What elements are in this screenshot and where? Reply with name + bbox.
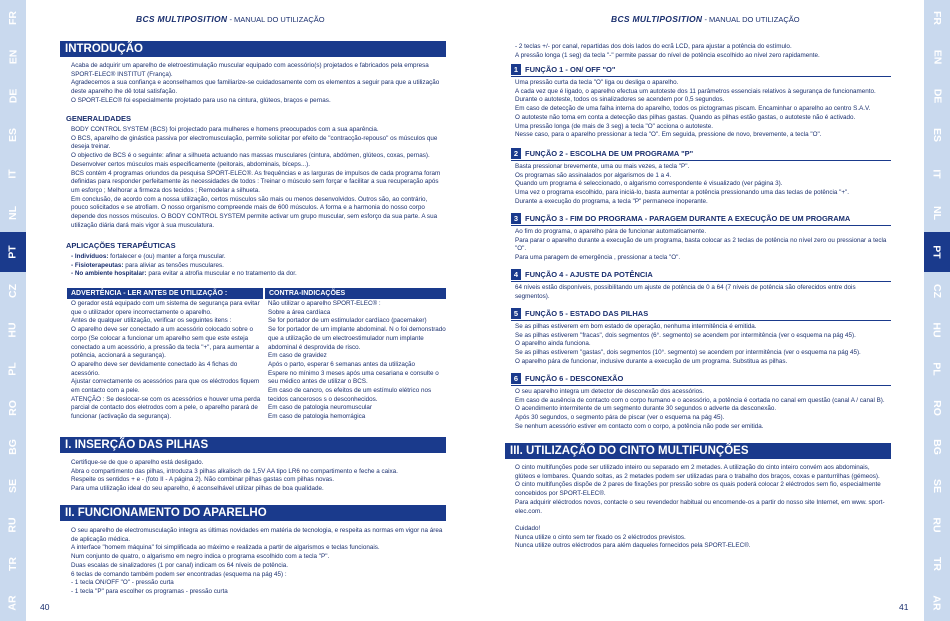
lang-tab-pl[interactable]: PL [930, 362, 943, 376]
paragraph: Durante o autoteste, todos os sinalizadores se acendem por 0,5 segundos. [515, 96, 725, 104]
page-number: 40 [40, 602, 50, 612]
lang-tab-ro[interactable]: RO [931, 400, 943, 416]
lang-tab-fr[interactable]: FR [7, 11, 19, 25]
paragraph: O SPORT-ELEC® foi especialmente projetado para uso na cintura, glúteos, braços e pernas. [71, 96, 331, 104]
paragraph: O cinto multifunções pode ser utilizado inteiro ou separado em 2 metades. A utilização do cinto inteiro convém aos abdominais, glúteos e lombares. Quando soltas, as 2 metades podem ser utilizadas para o trabalho dos braços, coxas e panturrilhas (gémeos). [515, 464, 880, 480]
paragraph: Para adquirir eléctrodos novos, contacte o seu revendedor habitual ou encomende-os a partir do nosso site Internet, em www. sport-elec.com. [515, 498, 885, 515]
generalidades-text [71, 126, 446, 230]
funcao-6-heading [511, 373, 623, 385]
divider [511, 385, 891, 386]
paragraph: Espere no mínimo 3 meses após uma cesariana e consulte o seu médico antes de utilizar o BCS. [268, 369, 439, 386]
funcao-title: FUNÇÃO 5 - ESTADO DAS PILHAS [525, 309, 649, 318]
page-header [611, 14, 800, 24]
funcao-5-heading [511, 308, 648, 320]
paragraph: A interface "homem máquina" foi simplificada ao máximo e realizada a partir de algarismos e teclas funcionais. [71, 544, 380, 552]
paragraph: Para parar o aparelho durante a execução de um programa, basta colocar as 2 teclas de potência no nível zero ou pressionar a tecla "O". [515, 236, 887, 253]
paragraph: O aparelho deve ser devidamente conectado às 4 fichas do acessório. [71, 360, 238, 377]
paragraph: O seu aparelho integra um detector de desconexão dos acessórios. [515, 388, 705, 395]
paragraph: O aparelho pára de funcionar, inclusive durante a execução de um programa. Substitua as pilhas. [515, 357, 788, 365]
paragraph: Quando um programa é seleccionado, o algarismo correspondente é visualizado (ver página 3). [515, 180, 783, 188]
paragraph: Respeite os sentidos + e - (foto II - A página 2). Não combinar pilhas gastas com pilhas novas. [71, 476, 335, 484]
paragraph: BCS contém 4 programas oriundos da pesquisa SPORT-ELEC®. As frequências e as larguras de impulsos de cada programa foram definidas para responder perfeitamente às necessidades de todos : Treinar o músculo sem forçar e facilitar a sua recuperação após um esforço ; Melhorar a firmeza dos tecidos ; Remodelar a silhueta. [71, 169, 441, 194]
section-title-cinto: III. UTILIZAÇÃO DO CINTO MULTIFUNÇÕES [505, 443, 891, 459]
aplicacoes-list [71, 253, 446, 279]
paragraph: Em caso de detecção de uma falha interna do aparelho, todos os pictogramas piscam. Encaminhar o aparelho ao centro S.A.V. [515, 105, 871, 113]
paragraph: Certifique-se de que o aparelho está desligado. [71, 459, 204, 466]
paragraph: O objectivo de BCS é o seguinte: afinar a silhueta actuando nas massas musculares (cintura, abdómen, glúteos, coxas, pernas). Desenvolver certos músculos mais especificamente (peitorais, abdominais, bíceps...). [71, 152, 430, 168]
lang-tab-se[interactable]: SE [6, 478, 19, 494]
paragraph: Agradecemos a sua confiança e aconselhamos que familiarize-se cuidadosamente com os elementos a seguir para que a utilização deste aparelho lhe dê total satisfação. [71, 79, 440, 96]
language-strip-left [0, 0, 26, 621]
list-item: - No ambiente hospitalar: para evitar a atrofia muscular e no tratamento da dor. [71, 270, 297, 278]
funcao-6-text [515, 388, 890, 432]
lang-tab-hu[interactable]: HU [6, 322, 19, 338]
paragraph: Em caso de cancro, os efeitos de um estímulo elétrico nos tecidos cancerosos s o desconhecidos. [268, 387, 432, 403]
header-subtitle: - MANUAL DO UTILIZAÇÃO [227, 15, 325, 24]
divider [511, 76, 891, 77]
funcionamento-text [71, 527, 446, 597]
paragraph: Se as pilhas estiverem em bom estado de operação, nenhuma intermitência é emitida. [515, 323, 757, 330]
paragraph: Para uma utilização ideal do seu aparelho, é aconselhável utilizar pilhas de boa qualidade. [71, 485, 324, 493]
lang-tab-de[interactable]: DE [7, 88, 19, 104]
paragraph: Sobre a área cardíaca [268, 308, 331, 316]
funcao-4-text [515, 284, 890, 301]
funcao-number: 3 [511, 213, 521, 224]
lang-tab-en[interactable]: EN [931, 49, 943, 65]
funcao-1-heading [511, 64, 615, 76]
paragraph: Basta pressionar brevemente, uma ou mais vezes, a tecla "P". [515, 163, 690, 170]
brand-title: BCS MULTIPOSITION [136, 14, 228, 24]
funcao-1-text [515, 79, 890, 140]
lang-tab-it[interactable]: IT [7, 169, 19, 179]
paragraph: O autoteste não toma em conta a detecção das pilhas gastas. Quando as pilhas estão gastas, o autoteste não é activado. [515, 113, 856, 121]
paragraph [515, 516, 890, 525]
subheading-generalidades: GENERALIDADES [66, 114, 132, 123]
funcao-title: FUNÇÃO 2 - ESCOLHA DE UM PROGRAMA "P" [525, 149, 694, 158]
paragraph: ATENÇÃO : Se deslocar-se com os acessórios e houver uma perda parcial de contacto dos eletrodos com a pele, o aparelho parará de funcionar (activação da segurança). [71, 395, 261, 421]
page-number: 41 [899, 602, 909, 612]
funcao-number: 2 [511, 148, 521, 159]
brand-title: BCS MULTIPOSITION [611, 14, 703, 24]
paragraph: Para uma paragem de emergência , pressionar a tecla "O". [515, 254, 681, 262]
paragraph: Num conjunto de quatro, o algarismo em negro indica o programa escolhido com a tecla "P". [71, 553, 330, 561]
paragraph: Antes de qualquer utilização, verificar os seguintes itens : [71, 317, 232, 325]
funcao-number: 5 [511, 308, 521, 319]
funcao-number: 1 [511, 64, 521, 75]
paragraph: - 2 teclas +/- por canal, repartidas dos dois lados do ecrã LCD, para ajustar a potência do estímulo. [515, 43, 792, 50]
funcao-2-heading [511, 148, 693, 160]
advertencia-title: ADVERTÊNCIA - LER ANTES DE UTILIZAÇÃO : [67, 288, 263, 299]
paragraph: O seu aparelho de electromusculação integra as últimas novidades em matéria de tecnologia, e respeita as normas em vigor na área de aplicação médica. [71, 527, 443, 543]
paragraph: O BCS, aparelho de ginástica passiva por electromusculação, permite solicitar por efeito de "contracção-repouso" os músculos que deseja treinar. [71, 134, 438, 151]
lang-tab-tr[interactable]: TR [931, 557, 943, 571]
divider [511, 281, 891, 282]
lang-tab-pl[interactable]: PL [6, 362, 19, 376]
list-item: - Fisioterapeutas: para aliviar as tensões musculares. [71, 261, 224, 269]
paragraph: Em caso de patologia neuromuscular [268, 404, 372, 412]
paragraph: Em caso de patologia hemorrágica [268, 413, 366, 421]
page-header [136, 14, 325, 24]
lang-tab-pt-active[interactable]: PT [924, 232, 950, 272]
lang-tab-bg[interactable]: BG [7, 439, 19, 455]
page-40 [26, 0, 475, 621]
funcao-title: FUNÇÃO 6 - DESCONEXÃO [525, 374, 624, 383]
lang-tab-es[interactable]: ES [930, 127, 943, 143]
paragraph: Nunca utilize outros eléctrodos para além daqueles fornecidos pela SPORT-ELEC®. [515, 542, 751, 550]
paragraph: O aparelho deve ser conectado a um acessório colocado sobre o corpo (Se colocar a funcionar um aparelho sem que este esteja conectado a um acessório, a pressão da tecla "+", para aumentar a potência, accionará a segurança). [71, 326, 260, 360]
paragraph: O cinto multifunções dispõe de 2 pares de fixações por pressão sobre os quais poderá colocar 2 eléctrodos sem fio, especialmente concebidos por SPORT-ELEC®. [515, 481, 881, 498]
advertencia-text [71, 300, 267, 422]
intro-text [71, 62, 446, 106]
funcao-title: FUNÇÃO 3 - FIM DO PROGRAMA - PARAGEM DURANTE A EXECUÇÃO DE UM PROGRAMA [525, 214, 851, 223]
lang-tab-nl[interactable]: NL [7, 206, 19, 220]
page-41 [475, 0, 924, 621]
paragraph: Em caso de ausência de contacto com o corpo humano e o acessório, a potência é cortada no canal em questão (canal A / canal B). [515, 396, 885, 404]
paragraph: - 1 tecla ON/OFF "O" - pressão curta [71, 579, 174, 587]
paragraph: Se nenhum acessório estiver em contacto com o corpo, a potência não pode ser emitida. [515, 422, 764, 430]
paragraph: O acendimento intermitente de um segmento durante 30 segundos o adverte da desconexão. [515, 405, 777, 413]
section-title-insercao: I. INSERÇÃO DAS PILHAS [60, 437, 446, 453]
lang-tab-nl[interactable]: NL [931, 206, 943, 220]
lang-tab-ar[interactable]: AR [930, 595, 943, 611]
paragraph: Não utilizar o aparelho SPORT-ELEC® : [268, 300, 381, 307]
paragraph: - 1 tecla "P" para escolher os programas - pressão curta [71, 587, 228, 595]
funcao-3-text [515, 228, 890, 263]
funcao-number: 6 [511, 373, 521, 384]
lang-tab-se[interactable]: SE [930, 478, 943, 494]
paragraph: Se as pilhas estiverem "fracas", dois segmentos (6°. segmento) se acendem por intermitência (ver o esquema na pág 45). [515, 331, 856, 339]
lang-tab-ro[interactable]: RO [7, 400, 19, 416]
funcao-5-text [515, 323, 890, 367]
list-item: - Indivíduos: fortalecer e (ou) manter a força muscular. [71, 253, 226, 260]
lang-tab-hu[interactable]: HU [930, 322, 943, 338]
paragraph: O aparelho ainda funciona. [515, 340, 591, 348]
funcao-title: FUNÇÃO 1 - ON/ OFF "O" [525, 65, 616, 74]
divider [511, 320, 891, 321]
paragraph: Em caso de gravidez [268, 352, 327, 360]
section-title-introducao: INTRODUÇÃO [60, 41, 446, 57]
header-subtitle: - MANUAL DO UTILIZAÇÃO [702, 15, 800, 24]
lang-tab-en[interactable]: EN [7, 49, 19, 65]
lang-tab-bg[interactable]: BG [931, 439, 943, 455]
funcao-3-heading [511, 213, 850, 225]
divider [511, 160, 891, 161]
lang-tab-ru[interactable]: RU [6, 517, 19, 533]
contra-indicacoes-title: CONTRA-INDICAÇÕES [265, 288, 446, 299]
paragraph: O gerador está equipado com um sistema de segurança para evitar que o utilizador opere incorrectamente o aparelho. [71, 300, 260, 316]
lang-tab-es[interactable]: ES [6, 127, 19, 143]
lang-tab-pt-active[interactable]: PT [0, 232, 26, 272]
paragraph: Se for portador de um estimulador cardíaco (pacemaker) [268, 317, 427, 325]
paragraph: Acaba de adquirir um aparelho de eletroestimulação muscular equipado com acessório(s) projetados e fabricados pela empresa SPORT-ELEC® INSTITUT (França). [71, 62, 429, 78]
paragraph: Uma pressão curta da tecla "O" liga ou desliga o aparelho. [515, 79, 679, 86]
paragraph: 6 teclas de comando também podem ser encontradas (esquema na pág 45) : [71, 570, 287, 578]
paragraph: Durante a execução do programa, a tecla "P" permanece inoperante. [515, 197, 708, 205]
lang-tab-ar[interactable]: AR [6, 595, 19, 611]
contra-indicacoes-text [268, 300, 446, 422]
continued-text [515, 43, 890, 60]
paragraph: 64 níveis estão disponíveis, possibilitando um ajuste de potência de 0 a 64 (7 níveis de potência são oferecidos entre dois segmentos). [515, 284, 856, 300]
paragraph: Após o parto, esperar 6 semanas antes da utilização [268, 360, 416, 368]
cinto-text [515, 464, 890, 551]
paragraph: Nunca utilize o cinto sem ter fixado os 2 eléctrodos previstos. [515, 533, 686, 541]
lang-tab-it[interactable]: IT [931, 169, 943, 179]
subheading-aplicacoes: APLICAÇÕES TERAPÊUTICAS [66, 241, 176, 250]
paragraph: Os programas são assinalados por algarismos de 1 a 4. [515, 171, 672, 179]
paragraph: Uma pressão longa (de mais de 3 seg) a tecla "O" acciona o autoteste. [515, 122, 714, 130]
paragraph: Uma vez o programa escolhido, para iniciá-lo, basta aumentar a potência pressionando uma das teclas de potência "+". [515, 189, 850, 197]
language-strip-right [924, 0, 950, 621]
paragraph: A cada vez que é ligado, o aparelho efectua um autoteste dos 11 parâmetros essenciais relativos à segurança de funcionamento. [515, 87, 876, 95]
funcao-2-text [515, 163, 890, 207]
lang-tab-de[interactable]: DE [931, 88, 943, 104]
paragraph: Abra o compartimento das pilhas, introduza 3 pilhas alkalisch de 1,5V AA tipo LR6 no compartimento e feche a caixa. [71, 467, 398, 475]
lang-tab-cz[interactable]: CZ [931, 284, 943, 298]
section-title-funcionamento: II. FUNCIONAMENTO DO APARELHO [60, 505, 446, 521]
paragraph: Nesse caso, para o aparelho pressionar a tecla "O". Em seguida, pressione de novo, brevemente, a tecla "O". [515, 131, 822, 139]
lang-tab-tr[interactable]: TR [7, 557, 19, 571]
divider [511, 225, 891, 226]
lang-tab-cz[interactable]: CZ [7, 284, 19, 298]
paragraph: Duas escalas de sinalizadores (1 por canal) indicam os 64 níveis de potência. [71, 561, 289, 569]
paragraph: Cuidado! [515, 524, 541, 532]
funcao-title: FUNÇÃO 4 - AJUSTE DA POTÊNCIA [525, 270, 653, 279]
paragraph: Ajustar correctamente os acessórios para que os eléctrodos fiquem em contacto com a pele. [71, 378, 260, 395]
paragraph: Em conclusão, de acordo com a nossa utilização, certos músculos são mais ou menos desenvolvidos. Outros são, ao contrário, pouco solicitados e se atrofiam. O nosso organismo compreende mais de 600 músculos. A forma e a harmonia do nosso corpo depende dos nossos músculos. O BODY CONTROL SYSTEM permite activar um grupo muscular, sem esforço da sua parte. A sua utilização diária dará mais vigor à sua musculatura. [71, 195, 438, 229]
paragraph: Se for portador de um implante abdominal. N o foi demonstrado que a utilização de um electroestimulador num implante abdominal é desprovida de risco. [268, 326, 446, 351]
funcao-4-heading [511, 269, 653, 281]
paragraph: Após 30 segundos, o segmento pára de piscar (ver o esquema na pág 45). [515, 414, 725, 422]
lang-tab-ru[interactable]: RU [930, 517, 943, 533]
lang-tab-fr[interactable]: FR [931, 11, 943, 25]
paragraph: Ao fim do programa, o aparelho pára de funcionar automaticamente. [515, 228, 707, 235]
paragraph: BODY CONTROL SYSTEM (BCS) foi projectado para mulheres e homens preocupados com a sua aparência. [71, 126, 379, 133]
funcao-number: 4 [511, 269, 521, 280]
paragraph: Se as pilhas estiverem "gastas", dois segmentos (10°. segmento) se acendem por intermitência (ver o esquema na pág 45). [515, 349, 861, 357]
insercao-text [71, 459, 446, 494]
paragraph: A pressão longa (1 seg) da tecla "-" permite passar do nível de potência escolhido ao nível zero rapidamente. [515, 51, 820, 59]
